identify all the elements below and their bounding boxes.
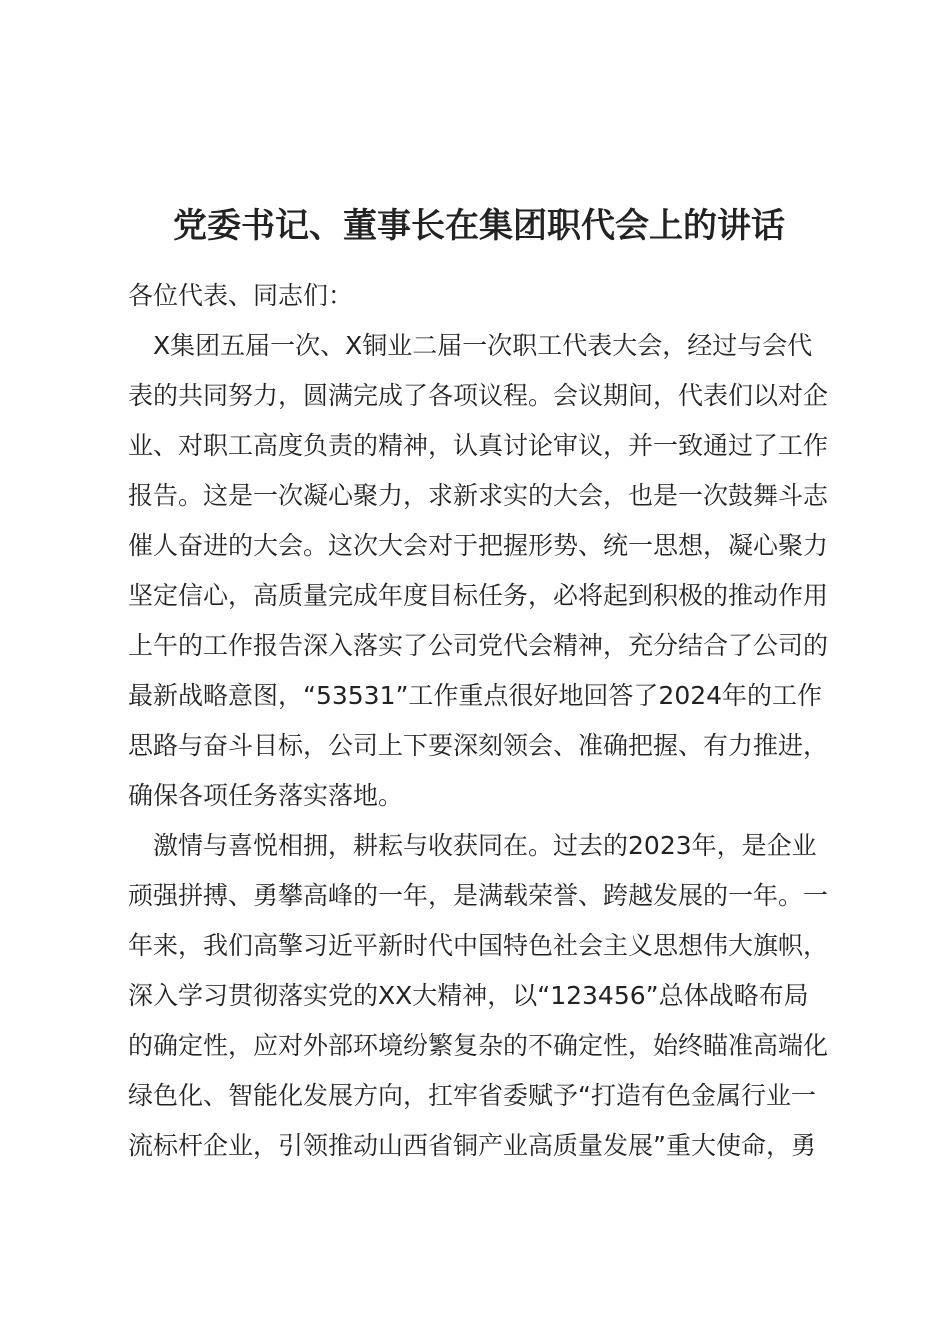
paragraph-line: 绿色化、智能化发展方向，扛牢省委赋予“打造有色金属行业一 [128, 1081, 816, 1110]
paragraph-line: 业、对职工高度负责的精神，认真讨论审议，并一致通过了工作 [128, 431, 829, 460]
paragraph-line: X集团五届一次、X铜业二届一次职工代表大会，经过与会代 [128, 331, 813, 360]
paragraph-line: 激情与喜悦相拥，耕耘与收获同在。过去的2023年，是企业 [128, 831, 817, 860]
paragraph-line: 深入学习贯彻落实党的XX大精神，以“123456”总体战略布局 [128, 981, 809, 1010]
paragraph-line: 思路与奋斗目标，公司上下要深刻领会、准确把握、有力推进， [128, 731, 829, 760]
paragraph-line: 最新战略意图，“53531”工作重点很好地回答了2024年的工作 [128, 681, 823, 710]
paragraph-line: 坚定信心，高质量完成年度目标任务，必将起到积极的推动作用 [128, 581, 829, 610]
document-title: 党委书记、董事长在集团职代会上的讲话 [173, 206, 785, 246]
paragraph-line: 流标杆企业，引领推动山西省铜产业高质量发展”重大使命，勇 [128, 1131, 816, 1160]
paragraph-line: 表的共同努力，圆满完成了各项议程。会议期间，代表们以对企 [128, 381, 829, 410]
paragraph-line: 催人奋进的大会。这次大会对于把握形势、统一思想，凝心聚力 [128, 531, 829, 560]
paragraph-line: 的确定性，应对外部环境纷繁复杂的不确定性，始终瞄准高端化 [128, 1031, 829, 1060]
salutation-line: 各位代表、同志们： [128, 281, 354, 310]
paragraph-line: 上午的工作报告深入落实了公司党代会精神，充分结合了公司的 [128, 631, 829, 660]
paragraph-line: 年来，我们高擎习近平新时代中国特色社会主义思想伟大旗帜， [128, 931, 829, 960]
paragraph-line: 顽强拼搏、勇攀高峰的一年，是满载荣誉、跨越发展的一年。一 [128, 881, 829, 910]
paragraph-line: 确保各项任务落实落地。 [128, 781, 404, 810]
paragraph-line: 报告。这是一次凝心聚力，求新求实的大会，也是一次鼓舞斗志 [128, 481, 829, 510]
